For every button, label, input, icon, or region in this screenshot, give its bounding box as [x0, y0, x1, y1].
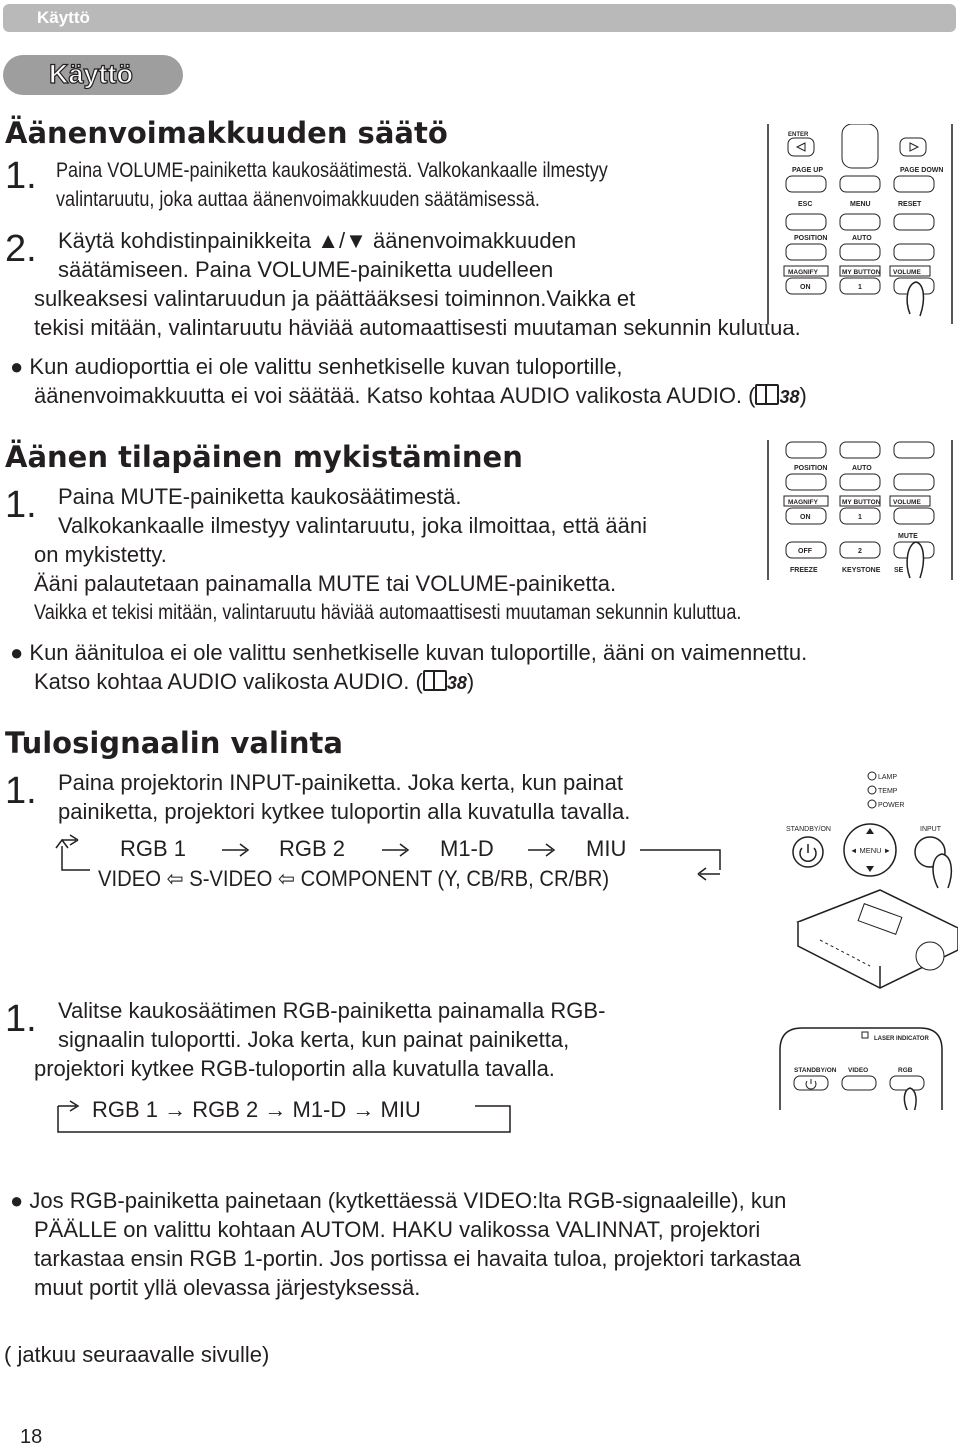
label-magnify: MAGNIFY	[788, 269, 818, 276]
note-text: muut portit yllä olevassa järjestyksessä.	[34, 1275, 421, 1300]
flow-item: M1-D	[440, 836, 494, 861]
continued-note: ( jatkuu seuraavalle sivulle)	[4, 1342, 270, 1367]
label-standby: STANDBY/ON	[794, 1067, 837, 1074]
step-number: 1.	[5, 998, 37, 1040]
label-search: SE	[894, 567, 904, 574]
finger-pointer-icon	[904, 1088, 916, 1110]
flow-item: RGB 2	[279, 836, 346, 861]
step-text: on mykistetty.	[34, 542, 167, 567]
flow-item: MIU	[586, 836, 627, 861]
note-text-part: )	[466, 669, 475, 694]
step-number: 1.	[5, 484, 37, 526]
section-title-input: Tulosignaalin valinta	[5, 726, 343, 760]
step-text: sulkeaksesi valintaruudun ja päättääksesi toiminnon.Vaikka et	[34, 286, 636, 311]
label-rgb: RGB	[898, 1067, 913, 1074]
label-temp: TEMP	[878, 788, 898, 795]
label-standby: STANDBY/ON	[786, 826, 831, 833]
label-auto: AUTO	[852, 235, 872, 242]
section-title-mute: Äänen tilapäinen mykistäminen	[5, 440, 523, 474]
finger-pointer-icon	[907, 542, 923, 578]
book-icon	[423, 670, 447, 691]
label-power: POWER	[878, 802, 905, 809]
remote-control-volume-illustration	[760, 124, 960, 324]
label-esc: ESC	[798, 201, 813, 208]
label-one: 1	[858, 514, 862, 521]
step-text: projektori kytkee RGB-tuloportin alla kuvatulla tavalla.	[34, 1056, 555, 1081]
label-one: 1	[858, 284, 862, 291]
step-text: Käytä kohdistinpainikkeita ▲/▼ äänenvoimakkuuden	[58, 228, 577, 253]
step-text: valintaruutu, joka auttaa äänenvoimakkuuden säätämisessä.	[56, 188, 540, 211]
note-text: ● Kun äänituloa ei ole valittu senhetkiselle kuvan tuloportille, ääni on vaimennettu.	[10, 640, 808, 665]
label-my-button: MY BUTTON	[842, 269, 881, 276]
note-text	[34, 667, 474, 698]
finger-pointer-icon	[907, 282, 923, 316]
page-ref[interactable]: 38	[779, 387, 800, 407]
note-text	[34, 381, 807, 412]
label-position: POSITION	[794, 465, 828, 472]
label-volume: VOLUME	[893, 499, 921, 506]
label-reset: RESET	[898, 201, 922, 208]
label-off: OFF	[798, 548, 812, 555]
label-mute: MUTE	[898, 533, 918, 540]
note-text-part: )	[799, 383, 807, 408]
label-freeze: FREEZE	[790, 567, 818, 574]
label-input: INPUT	[920, 826, 941, 833]
step-text: Valitse kaukosäätimen RGB-painiketta painamalla RGB-	[58, 998, 606, 1023]
step-text: painiketta, projektori kytkee tuloportin alla kuvatulla tavalla.	[58, 799, 631, 824]
label-menu: MENU	[850, 201, 871, 208]
note-text-part: Katso kohtaa AUDIO valikosta AUDIO. (	[34, 669, 423, 694]
step-number: 2.	[5, 228, 37, 270]
page-number: 18	[20, 1426, 43, 1448]
step-text: säätämiseen. Paina VOLUME-painiketta uudelleen	[58, 257, 554, 282]
label-my-button: MY BUTTON	[842, 499, 881, 506]
step-text: Vaikka et tekisi mitään, valintaruutu häviää automaattisesti muutaman sekunnin kuluttua.	[34, 601, 742, 624]
step-text: Paina projektorin INPUT-painiketta. Joka kerta, kun painat	[58, 770, 623, 795]
note-text: ● Jos RGB-painiketta painetaan (kytkettäessä VIDEO:lta RGB-signaaleille), kun	[10, 1188, 787, 1213]
video-button[interactable]	[842, 1076, 876, 1090]
label-magnify: MAGNIFY	[788, 499, 818, 506]
label-keystone: KEYSTONE	[842, 567, 881, 574]
step-text: tekisi mitään, valintaruutu häviää automaattisesti muutaman sekunnin kuluttua.	[34, 315, 801, 340]
step-text: signaalin tuloportti. Joka kerta, kun painat painiketta,	[58, 1027, 570, 1052]
note-text-part: äänenvoimakkuutta ei voi säätää. Katso kohtaa AUDIO valikosta AUDIO. (	[34, 383, 756, 408]
step-text: Ääni palautetaan painamalla MUTE tai VOLUME-painiketta.	[34, 571, 617, 596]
flow-bottom: VIDEO ⇦ S-VIDEO ⇦ COMPONENT (Y, CB/RB, CR/BR)	[98, 866, 610, 891]
page-ref[interactable]: 38	[446, 673, 467, 693]
flow-rgb: RGB 1 → RGB 2 → M1-D → MIU	[92, 1097, 421, 1122]
finger-pointer-icon	[933, 854, 951, 888]
chapter-tab	[3, 55, 183, 95]
note-text: ● Kun audioporttia ei ole valittu senhetkiselle kuvan tuloportille,	[10, 354, 623, 379]
section-title-volume: Äänenvoimakkuuden säätö	[5, 116, 448, 150]
step-text: Valkokankaalle ilmestyy valintaruutu, joka ilmoittaa, että ääni	[58, 513, 648, 538]
label-volume: VOLUME	[893, 269, 921, 276]
label-auto: AUTO	[852, 465, 872, 472]
label-enter: ENTER	[788, 132, 809, 138]
top-bar-title: Käyttö	[37, 8, 90, 27]
label-position: POSITION	[794, 235, 828, 242]
book-icon	[755, 384, 779, 405]
note-text: PÄÄLLE on valittu kohtaan AUTOM. HAKU valikossa VALINNAT, projektori	[34, 1217, 761, 1242]
step-number: 1.	[5, 155, 37, 197]
label-page-up: PAGE UP	[792, 167, 823, 174]
step-text: Paina VOLUME-painiketta kaukosäätimestä. Valkokankaalle ilmestyy	[56, 159, 608, 182]
label-menu: ◄ MENU ►	[850, 846, 892, 855]
label-video: VIDEO	[848, 1067, 869, 1074]
label-lamp: LAMP	[878, 774, 898, 781]
rgb-button[interactable]	[890, 1076, 924, 1090]
chapter-title: Käyttö	[49, 59, 134, 89]
flow-item: RGB 1	[120, 836, 187, 861]
projector-control-panel-illustration	[780, 760, 958, 990]
label-on: ON	[800, 514, 811, 521]
remote-control-rgb-illustration	[776, 1020, 946, 1110]
remote-control-mute-illustration	[760, 440, 960, 580]
label-laser: LASER INDICATOR	[874, 1036, 929, 1042]
label-two: 2	[858, 548, 862, 555]
top-bar	[3, 4, 956, 32]
label-on: ON	[800, 284, 811, 291]
note-text: tarkastaa ensin RGB 1-portin. Jos portissa ei havaita tuloa, projektori tarkastaa	[34, 1246, 801, 1271]
label-page-down: PAGE DOWN	[900, 167, 944, 174]
step-number: 1.	[5, 770, 37, 812]
step-text: Paina MUTE-painiketta kaukosäätimestä.	[58, 484, 462, 509]
